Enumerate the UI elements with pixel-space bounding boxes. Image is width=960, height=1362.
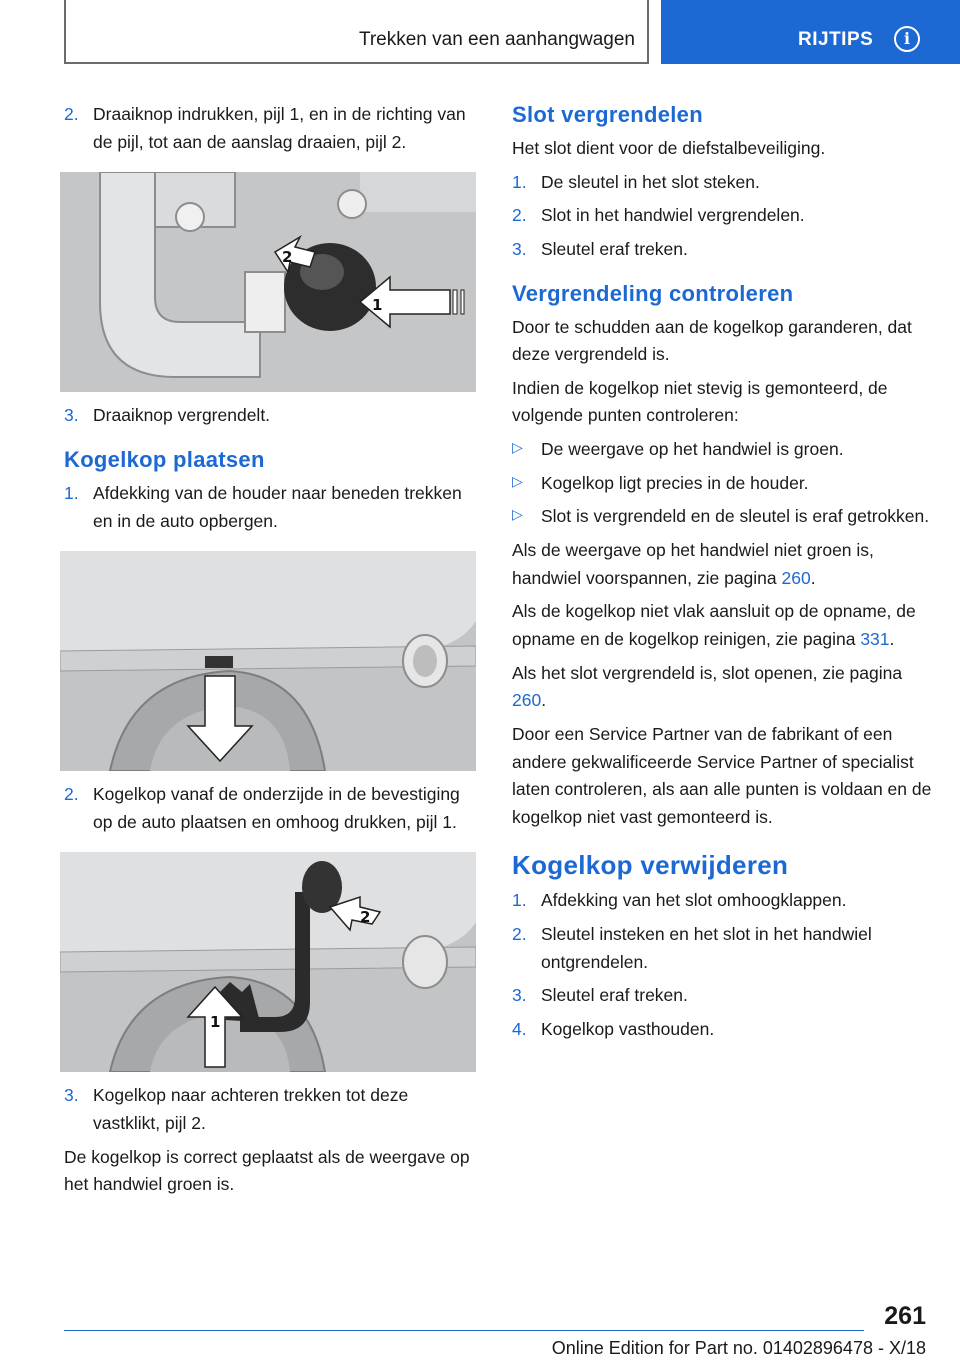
section-heading: Vergrendeling controleren <box>512 280 794 306</box>
step-number: 3. <box>64 1085 79 1106</box>
arrow-label-2: 2 <box>282 248 293 267</box>
paragraph-end: . <box>541 690 547 711</box>
step-text: Draaiknop indrukken, pijl 1, en in de richting van de pijl, tot aan de aanslag draaien, pijl 2. <box>93 104 466 152</box>
triangle-bullet-icon: ▷ <box>512 472 523 489</box>
step-number: 2. <box>512 924 527 945</box>
header-title: Trekken van een aanhangwagen <box>358 29 635 50</box>
step-item <box>512 202 932 230</box>
paragraph-text: Als het slot vergrendeld is, slot openen, zie pagina <box>512 662 903 683</box>
step-number: 3. <box>64 405 79 426</box>
step-item <box>64 1082 480 1137</box>
step-text: Kogelkop naar achteren trekken tot deze vastklikt, pijl 2. <box>93 1085 409 1134</box>
step-number: 2. <box>512 205 527 226</box>
step-item <box>64 480 480 535</box>
section-heading: Kogelkop plaatsen <box>64 446 265 472</box>
step-item <box>512 236 932 264</box>
figure-remove-cover <box>60 551 476 771</box>
section-heading: Kogelkop verwijderen <box>512 850 789 881</box>
step-item <box>512 921 932 976</box>
paragraph-end: . <box>889 628 895 649</box>
arrow-label-1: 1 <box>372 296 383 315</box>
section-intro: Het slot dient voor de diefstalbeveiliging. <box>512 138 826 158</box>
bullet-text: De weergave op het handwiel is groen. <box>541 439 844 460</box>
bullet-item <box>512 503 932 531</box>
step-number: 1. <box>512 171 527 192</box>
step-text: Sleutel insteken en het slot in het handwiel ontgrendelen. <box>541 924 872 972</box>
section-tab-label[interactable]: RIJTIPS <box>798 29 874 50</box>
info-icon[interactable]: i <box>894 26 920 52</box>
header-section-tab[interactable] <box>661 0 960 64</box>
bullet-item <box>512 470 932 498</box>
step-item <box>64 101 480 156</box>
paragraph: Door een Service Partner van de fabrikant of een andere gekwalificeerde Service Partner of specialist laten controleren, als aan alle punten is voldaan en de kogelkop niet vast gemonteerd is. <box>512 723 932 827</box>
step-text: Draaiknop vergrendelt. <box>93 405 271 426</box>
bullet-text: Kogelkop ligt precies in de houder. <box>541 472 809 493</box>
figure-insert-ball-head <box>60 852 476 1072</box>
step-number: 1. <box>512 890 527 911</box>
step-number: 2. <box>64 104 79 124</box>
step-number: 3. <box>512 985 527 1006</box>
step-item <box>512 1016 932 1044</box>
page-reference-link[interactable]: 260 <box>781 567 811 588</box>
paragraph: Door te schudden aan de kogelkop garanderen, dat deze vergrendeld is. <box>512 316 912 365</box>
step-text: Slot in het handwiel vergrendelen. <box>541 205 805 226</box>
step-text: Afdekking van de houder naar beneden trekken en in de auto opbergen. <box>93 482 462 531</box>
footer-divider <box>64 1330 864 1331</box>
page-reference-link[interactable]: 260 <box>512 690 542 711</box>
paragraph-text: Als de weergave op het handwiel niet groen is, handwiel voorspannen, zie pagina <box>512 540 874 588</box>
right-column <box>512 101 932 1050</box>
paragraph <box>512 598 932 653</box>
page-number: 261 <box>884 1302 926 1330</box>
step-text: Afdekking van het slot omhoogklappen. <box>541 890 847 911</box>
paragraph: Indien de kogelkop niet stevig is gemonteerd, de volgende punten controleren: <box>512 377 888 426</box>
step-text: Sleutel eraf treken. <box>541 985 688 1006</box>
arrow-label-2: 2 <box>360 908 371 927</box>
step-item <box>64 781 480 836</box>
paragraph <box>512 537 932 592</box>
paragraph-text: Als de kogelkop niet vlak aansluit op de opname, de opname en de kogelkop reinigen, zie pagina <box>512 601 916 649</box>
edition-text: Online Edition for Part no. 01402896478 - X/18 <box>551 1338 926 1358</box>
step-item <box>512 887 932 915</box>
bullet-text: Slot is vergrendeld en de sleutel is eraf getrokken. <box>541 506 930 527</box>
step-text: Kogelkop vasthouden. <box>541 1019 715 1040</box>
step-number: 3. <box>512 238 527 259</box>
step-text: Kogelkop vanaf de onderzijde in de bevestiging op de auto plaatsen en omhoog drukken, pijl 1. <box>93 784 460 832</box>
step-text: De sleutel in het slot steken. <box>541 171 760 192</box>
step-item <box>512 982 932 1010</box>
bullet-item <box>512 436 932 464</box>
step-item <box>64 402 480 430</box>
step-number: 4. <box>512 1019 527 1040</box>
header-title-box <box>64 0 649 64</box>
arrow-label-1: 1 <box>210 1013 221 1032</box>
step-number: 1. <box>64 482 79 503</box>
figure-turn-knob <box>60 172 476 392</box>
step-item <box>512 169 932 197</box>
left-column <box>64 101 480 1205</box>
page-reference-link[interactable]: 331 <box>860 628 890 649</box>
section-heading: Slot vergrendelen <box>512 102 703 127</box>
step-number: 2. <box>64 784 79 805</box>
triangle-bullet-icon: ▷ <box>512 439 523 456</box>
paragraph-end: . <box>810 567 816 588</box>
paragraph <box>512 660 932 715</box>
step-text: Sleutel eraf treken. <box>541 238 688 259</box>
note-text: De kogelkop is correct geplaatst als de weergave op het handwiel groen is. <box>64 1146 470 1195</box>
triangle-bullet-icon: ▷ <box>512 506 523 523</box>
